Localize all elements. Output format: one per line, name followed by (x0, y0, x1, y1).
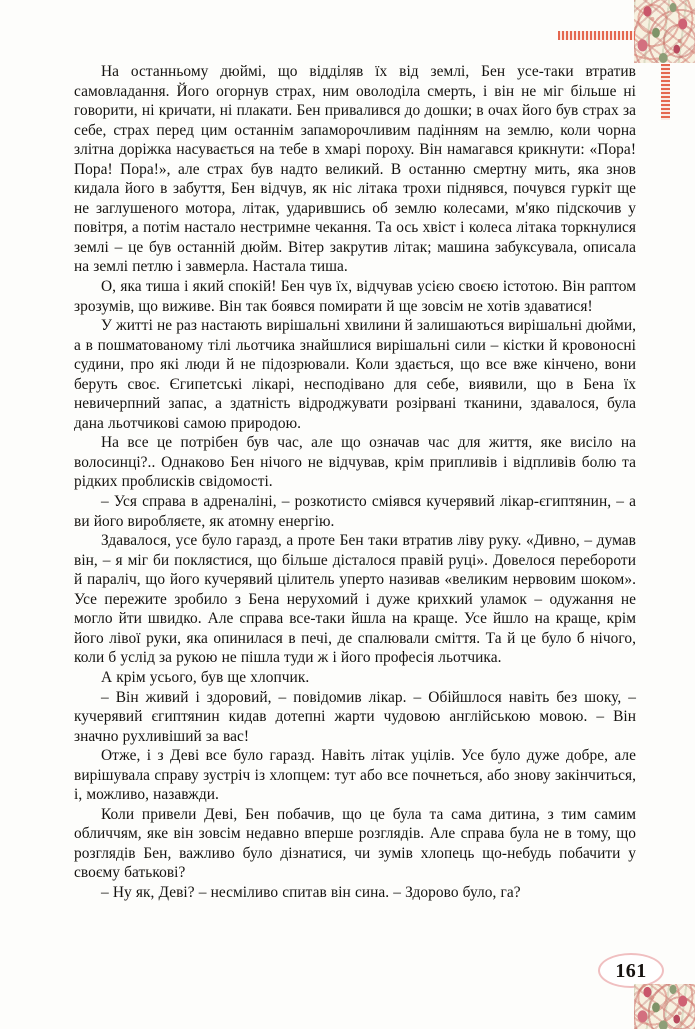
paragraph: – Він живий і здоровий, – повідомив лікар. – Обійшлося навіть без шоку, – кучерявий єгиптянин кидав дотепні жарти чудовою англійською мовою. – Він значно рухливіший за вас! (74, 688, 636, 745)
paragraph: Коли привели Деві, Бен побачив, що це була та сама дитина, з тим самим обличчям, яке він зовсім недавно вперше розглядів. Але справа була не в тому, що розглядів Бен, важливо було дізнатися, чи зумів хлопець що-небудь побачити у своєму батькові? (74, 805, 636, 882)
paragraph: О, яка тиша і який спокій! Бен чув їх, відчував усією своєю істотою. Він раптом зрозумів, що виживе. Він так боявся помирати й ще зовсім не хотів здаватися! (74, 278, 636, 315)
page-number: 161 (615, 959, 647, 982)
paragraph: На останньому дюймі, що відділяв їх від землі, Бен усе-таки втратив самовладання. Його огорнув страх, ним оволоділа смерть, і він не міг більше ні говорити, ні кричати, ні плакати. Бен привалився до дошки; в очах його був страх за себе, страх перед цим останнім запаморочливим падінням на землю, коли чорна злітна доріжка насувається на тебе в хмарі пороху. Він намагався крикнути: «Пора! Пора! Пора!», але страх був надто великий. В останню смертну мить, яка знов кидала його в забуття, Бен відчув, як ніс літака трохи піднявся, почувся гуркіт ще не заглушеного мотора, літак, ударившись об землю колесами, м'яко підскочив у повітря, а потім настало нестримне чекання. Та ось хвіст і колеса літака торкнулися землі – це був останній дюйм. Вітер закрутив літак; машина забуксувала, описала на землі петлю і завмерла. Настала тиша. (74, 63, 636, 276)
dashed-rule-vertical (661, 64, 670, 120)
page-number-badge (598, 953, 664, 988)
floral-ornament-icon (634, 0, 695, 63)
paragraph: А крім усього, був ще хлопчик. (101, 668, 310, 686)
dashed-rule-horizontal (558, 31, 635, 40)
paragraph: Здавалося, усе було гаразд, а проте Бен таки втратив ліву руку. «Дивно, – думав він, – я міг би поклястися, що більше дісталося правій руці». Довелося перебороти й параліч, що його кучерявий цілитель уперто називав «великим нервовим шоком». Усе пережите зробило з Бена нерухомий і дуже крихкий уламок – одужання не могло йти швидко. Але справа все-таки йшла на краще. Усе йшло на краще, крім його лівої руки, яка опинилася в печі, де спалювали сміття. Та й це було б нічого, коли б услід за рукою не пішла туди ж і його професія льотчика. (74, 532, 636, 667)
paragraph: Отже, і з Деві все було гаразд. Навіть літак уцілів. Усе було дуже добре, але вирішувала справу зустріч із хлопцем: тут або все почнеться, або знову закінчиться, і, можливо, назавжди. (74, 747, 636, 804)
page-body-text (74, 62, 636, 903)
paragraph: На все це потрібен був час, але що означав час для життя, яке висіло на волосинці?.. Однаково Бен нічого не відчував, крім припливів і відпливів болю та рідких проблисків свідомості. (74, 434, 636, 491)
paragraph: – Ну як, Деві? – несміливо спитав він сина. – Здорово було, га? (101, 883, 521, 901)
paragraph: У житті не раз настають вирішальні хвилини й залишаються вирішальні дюйми, а в пошматованому тілі льотчика знайшлися вирішальні сили – кістки й кровоносні судини, про які люди й не підозрювали. Коли здається, що все вже кінчено, вони беруть своє. Єгипетські лікарі, несподівано для себе, виявили, що в Бена їх невичерпний запас, а здатність відроджувати розірвані тканини, здавалося, була дана льотчикові самою природою. (74, 317, 636, 432)
paragraph: – Уся справа в адреналіні, – розкотисто сміявся кучерявий лікар-єгиптянин, – а ви його виробляєте, як атомну енергію. (74, 493, 636, 530)
floral-ornament-icon (634, 984, 695, 1029)
